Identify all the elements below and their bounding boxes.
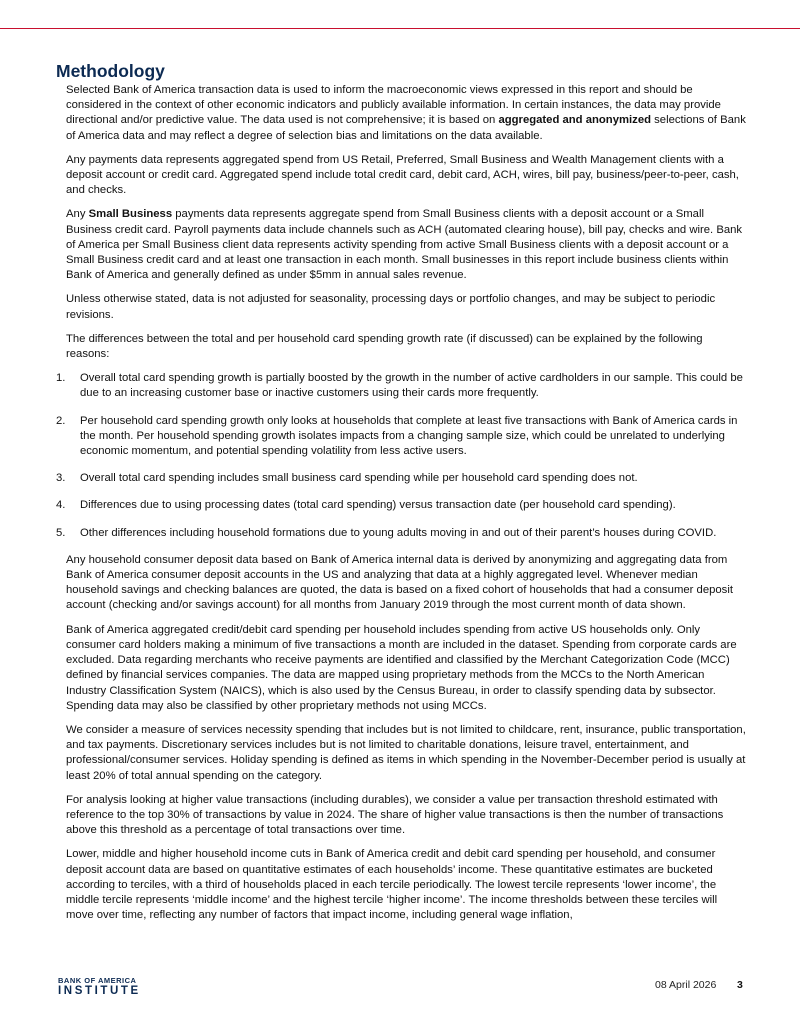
paragraph-higher-value: For analysis looking at higher value transactions (including durables), we consider a value per transaction threshold estimated with reference to the top 30% of transactions by value in 2024. The share of higher value transactions is then the number of transactions above this threshold as a percentage of total transactions over time. xyxy=(66,793,724,837)
footer-date: 08 April 2026 xyxy=(655,979,717,991)
paragraph-data-overview: Selected Bank of America transaction data is used to inform the macroeconomic views expressed in this report and should be considered in the context of other economic indicators and publicly available information. In certain instances, the data may provide directional and/or predictive value. The data used is not comprehensive; it is based on aggregated and anonymized selections of Bank of America data and may reflect a degree of selection bias and limitations on the data available. xyxy=(66,84,746,142)
list-item: 2. Per household card spending growth only looks at households that complete at least five transactions with Bank of America cards in the month. Per household spending growth isolates impacts from a changing sample size, which could be unrelated to underlying economic momentum, and potential spending volatility from less active users. xyxy=(56,414,738,458)
paragraph-small-business: Any Small Business payments data represents aggregate spend from Small Business clients with a deposit account or a Small Business credit card. Payroll payments data include channels such as ACH (automated clearing house), bill pay, checks and wire. Bank of America per Small Business client data represents activity spending from active Small Business clients with a deposit account or a Small Business credit card and at least one transaction in each month. Small businesses in this report include business clients within Bank of America and generally defined as under $5mm in annual sales revenue. xyxy=(66,208,743,282)
paragraph-differences-intro: The differences between the total and per household card spending growth rate (if discussed) can be explained by the following reasons: xyxy=(66,332,703,361)
paragraph-card-spending: Bank of America aggregated credit/debit card spending per household includes spending from active US households only. Only consumer card holders making a minimum of five transactions a month are included in the dataset. Spending from corporate cards are excluded. Data regarding merchants who receive payments are identified and classified by the Merchant Categorization Code (MCC) defined by financial services companies. The data are mapped using proprietary methods from the MCCs to the North American Industry Classification System (NAICS), which is also used by the Census Bureau, in order to classify spending data by subsector. Spending data may also be classified by other proprietary methods not using MCCs. xyxy=(66,623,737,712)
paragraph-income-cuts: Lower, middle and higher household income cuts in Bank of America credit and debit card spending per household, and consumer deposit account data are based on quantitative estimates of each households’ income. These quantitative estimates are bucketed according to terciles, with a third of households placed in each tercile periodically. The lowest tercile represents ‘lower income’, the middle tercile represents ‘middle income’ and the highest tercile ‘higher income’. The income thresholds between these terciles will move over time, reflecting any number of factors that impact income, including general wage inflation, xyxy=(66,848,718,922)
list-item: 5. Other differences including household formations due to young adults moving in and out of their parent’s houses during COVID. xyxy=(56,526,717,539)
paragraph-seasonality: Unless otherwise stated, data is not adjusted for seasonality, processing days or portfolio changes, and may be subject to periodic revisions. xyxy=(66,293,716,321)
paragraph-services-spending: We consider a measure of services necessity spending that includes but is not limited to childcare, rent, insurance, public transportation, and tax payments. Discretionary services includes but is not limited to charitable donations, leisure travel, entertainment, and professional/consumer services. Holiday spending is defined as items in which spending in the November-December period is usually at least 20% of total annual spending on the category. xyxy=(66,723,746,782)
section-heading: Methodology xyxy=(56,61,165,81)
list-item: 4. Differences due to using processing dates (total card spending) versus transaction date (per household card spending). xyxy=(56,499,676,512)
document-body xyxy=(56,60,746,932)
header-divider xyxy=(0,28,800,29)
reasons-list xyxy=(56,371,746,541)
paragraph-deposit-data: Any household consumer deposit data based on Bank of America internal data is derived by anonymizing and aggregating data from Bank of America consumer deposit accounts in the US and analyzing that data at a highly aggregated level. Whenever median household savings and checking balances are quoted, the data is based on a fixed cohort of households that had a consumer deposit account (checking and/or savings account) for all months from January 2019 through the most current month of data shown. xyxy=(66,553,733,612)
list-item: 1. Overall total card spending growth is partially boosted by the growth in the number of active cardholders in our sample. This could be due to an increasing customer base or inactive customers using their cards more frequently. xyxy=(56,372,743,400)
bank-of-america-institute-logo: BANK OF AMERICA INSTITUTE xyxy=(58,976,141,997)
paragraph-payments-data: Any payments data represents aggregated spend from US Retail, Preferred, Small Business and Wealth Management clients with a deposit account or credit card. Aggregated spend include total credit card, debit card, ACH, wires, bill pay, business/peer-to-peer, cash, and checks. xyxy=(66,153,739,197)
page-number: 3 xyxy=(737,979,743,991)
list-item: 3. Overall total card spending includes small business card spending while per household card spending does not. xyxy=(56,472,638,485)
